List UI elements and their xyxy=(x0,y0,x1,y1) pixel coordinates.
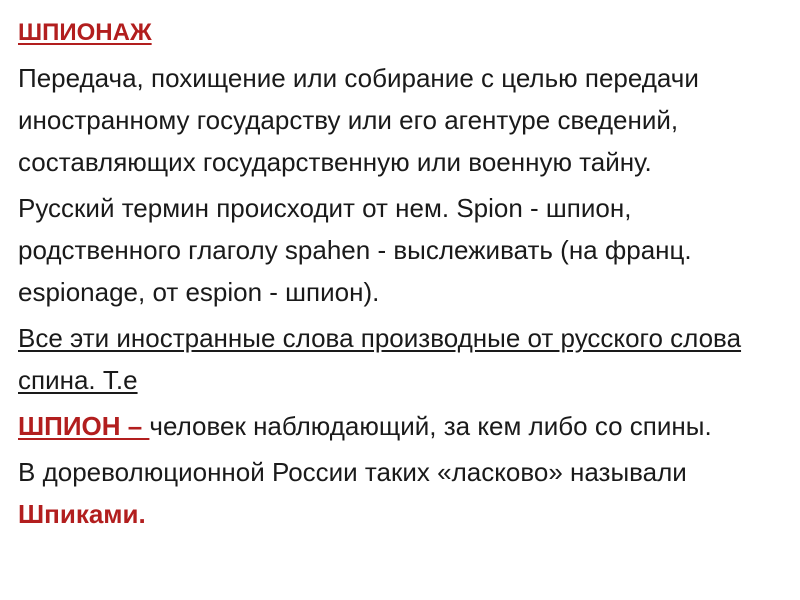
slide-heading: ШПИОНАЖ xyxy=(18,19,152,46)
slide-content xyxy=(18,10,790,539)
spy-definition-paragraph xyxy=(18,405,790,447)
definition-paragraph: Передача, похищение или собирание с целью передачи иностранному государству или его агентуре сведений, составляющих государственную или военную тайну. xyxy=(18,63,699,177)
russia-term: Шпиками. xyxy=(18,499,146,529)
spy-term: ШПИОН – xyxy=(18,411,150,441)
spy-definition-text: человек наблюдающий, за кем либо со спины. xyxy=(149,411,712,441)
russia-paragraph xyxy=(18,451,790,535)
russia-text: В дореволюционной России таких «ласково» называли xyxy=(18,457,687,487)
derivation-paragraph: Все эти иностранные слова производные от русского слова спина. Т.е xyxy=(18,323,742,395)
etymology-paragraph: Русский термин происходит от нем. Spion - шпион, родственного глаголу spahen - выслеживать (на франц. espionage, от espion - шпион). xyxy=(18,193,692,307)
